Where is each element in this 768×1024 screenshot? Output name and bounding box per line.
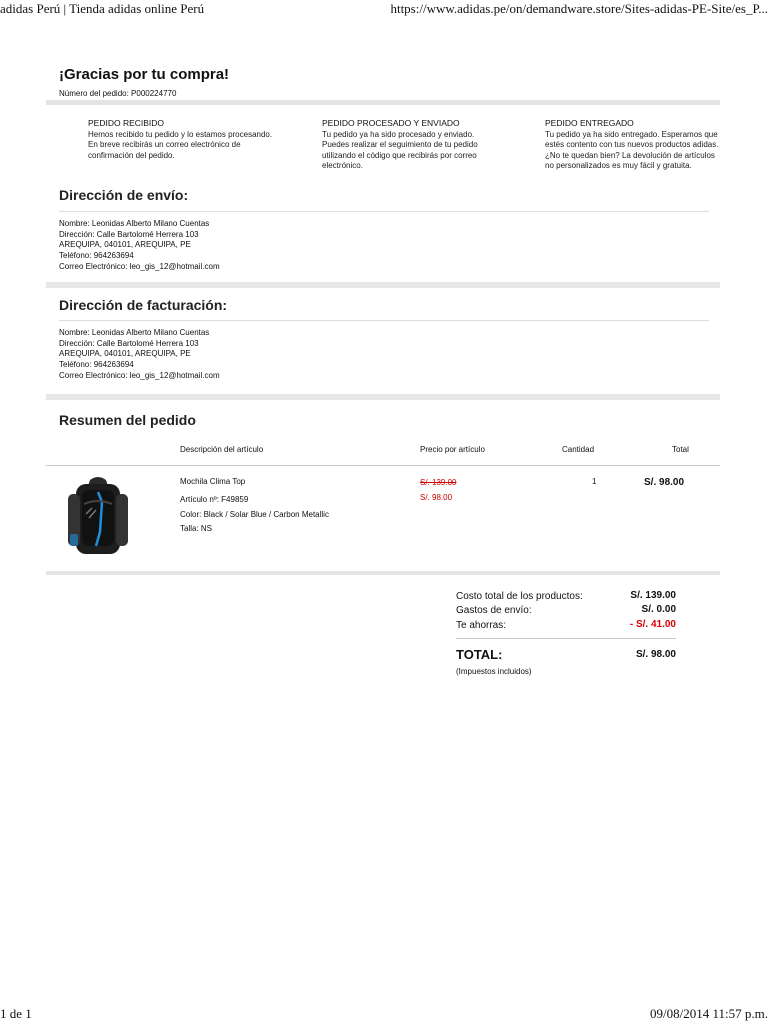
step-delivered [545, 118, 720, 188]
shipping-cost-label: Gastos de envío: [456, 605, 532, 616]
col-price: Precio por artículo [420, 445, 485, 454]
item-size: Talla: NS [180, 524, 213, 533]
savings-value: - S/. 41.00 [629, 619, 676, 630]
totals-divider [456, 638, 676, 639]
step-heading: PEDIDO RECIBIDO [88, 118, 165, 128]
tax-note: (Impuestos incluidos) [456, 667, 532, 676]
step-received [88, 118, 278, 161]
item-article: Artículo nº: F49859 [180, 495, 249, 504]
print-footer [0, 1002, 768, 1024]
shipping-street: Dirección: Calle Bartolomé Herrera 103 [59, 229, 199, 239]
divider [59, 320, 709, 321]
grand-total-value: S/. 98.00 [635, 649, 676, 660]
section-separator [46, 282, 720, 288]
billing-street: Dirección: Calle Bartolomé Herrera 103 [59, 338, 199, 348]
section-separator [46, 394, 720, 400]
billing-address [59, 328, 220, 382]
item-total: S/. 98.00 [644, 477, 685, 488]
print-url: https://www.adidas.pe/on/demandware.store/Sites-adidas-PE-Site/es_P... [390, 1, 768, 16]
backpack-icon [62, 474, 134, 558]
table-header-divider [46, 465, 720, 466]
item-old-price: S/. 139.00 [420, 478, 457, 487]
item-color: Color: Black / Solar Blue / Carbon Metallic [180, 510, 329, 519]
order-status-bar [46, 100, 720, 105]
step-text: Tu pedido ya ha sido procesado y enviado. Puedes realizar el seguimiento de tu pedido utilizando el código que recibirás por correo electrónico. [322, 129, 478, 170]
step-text: Tu pedido ya ha sido entregado. Esperamos que estés contento con tus nuevos productos adidas. ¿No te quedan bien? La devolución de artículos no personalizados es muy fácil y gratuita. [545, 129, 719, 170]
billing-phone: Teléfono: 964263694 [59, 360, 134, 370]
shipping-address [59, 219, 220, 273]
confirmation-title: ¡Gracias por tu compra! [59, 66, 230, 83]
products-total-value: S/. 139.00 [630, 590, 676, 601]
step-text: Hemos recibido tu pedido y lo estamos procesando. En breve recibirás un correo electrónico de confirmación del pedido. [88, 129, 273, 160]
print-page-title: adidas Perú | Tienda adidas online Perú [0, 1, 205, 16]
print-datetime: 09/08/2014 11:57 p.m. [650, 1006, 768, 1021]
step-heading: PEDIDO ENTREGADO [545, 118, 634, 128]
item-quantity: 1 [592, 477, 597, 486]
products-total-label: Costo total de los productos: [456, 591, 583, 602]
shipping-email: Correo Electrónico: leo_gis_12@hotmail.com [59, 261, 220, 271]
shipping-name: Nombre: Leonidas Alberto Milano Cuentas [59, 219, 210, 228]
item-price: S/. 98.00 [420, 493, 453, 502]
col-total: Total [672, 445, 689, 454]
col-quantity: Cantidad [562, 445, 595, 454]
billing-city: AREQUIPA, 040101, AREQUIPA, PE [59, 349, 191, 359]
col-description: Descripción del artículo [180, 445, 264, 454]
item-name: Mochila Clima Top [180, 477, 246, 486]
shipping-cost-value: S/. 0.00 [641, 604, 676, 615]
shipping-phone: Teléfono: 964263694 [59, 251, 134, 261]
step-shipped [322, 118, 480, 172]
shipping-title: Dirección de envío: [59, 187, 189, 203]
summary-title: Resumen del pedido [59, 412, 196, 428]
grand-total-label: TOTAL: [456, 647, 503, 662]
divider [59, 211, 709, 212]
section-separator [46, 571, 720, 575]
billing-name: Nombre: Leonidas Alberto Milano Cuentas [59, 328, 210, 337]
billing-title: Dirección de facturación: [59, 297, 228, 313]
step-heading: PEDIDO PROCESADO Y ENVIADO [322, 118, 460, 128]
print-header [0, 0, 768, 18]
savings-label: Te ahorras: [456, 620, 507, 631]
billing-email: Correo Electrónico: leo_gis_12@hotmail.com [59, 370, 220, 380]
order-number: Número del pedido: P000224770 [59, 89, 177, 98]
print-page-count: 1 de 1 [0, 1006, 32, 1021]
shipping-city: AREQUIPA, 040101, AREQUIPA, PE [59, 240, 191, 250]
